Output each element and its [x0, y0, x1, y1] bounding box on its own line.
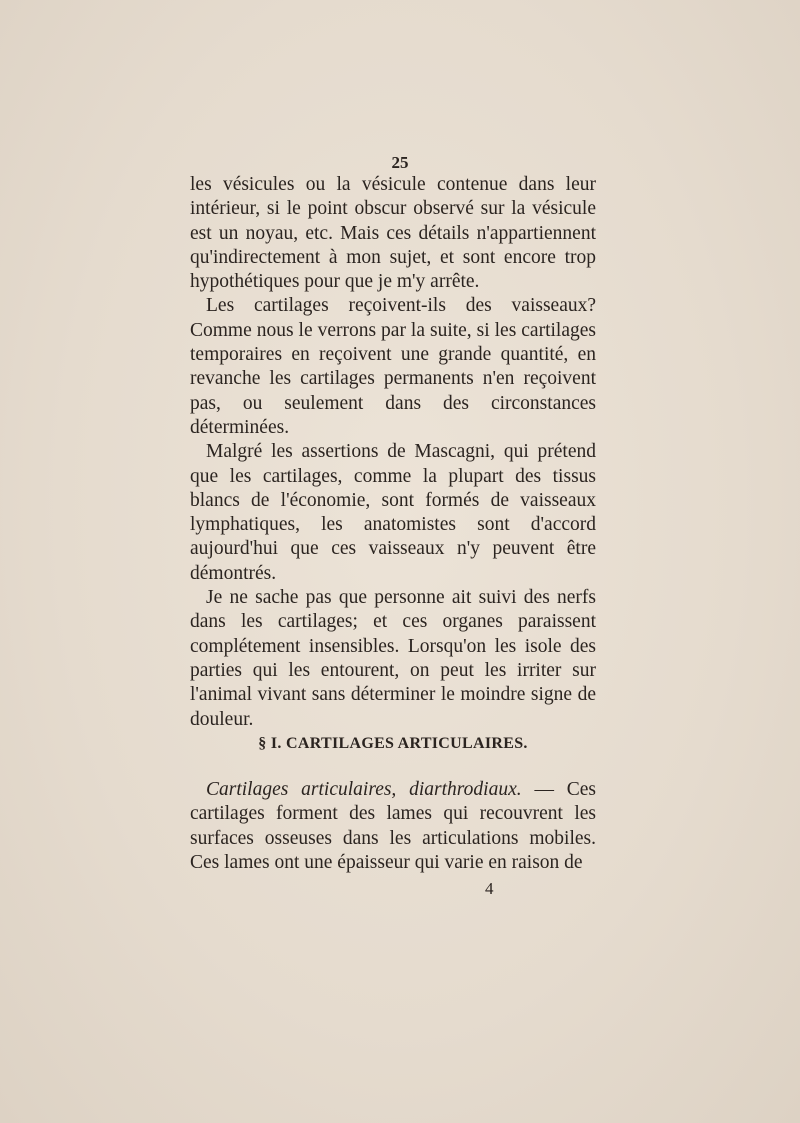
body-text: [190, 173, 596, 732]
signature-mark: 4: [485, 879, 494, 898]
page-number: 25: [391, 153, 409, 172]
section-heading: § I. CARTILAGES ARTICULAIRES.: [258, 735, 528, 752]
paragraph-vaisseaux: Les cartilages reçoivent-ils des vaisseaux? Comme nous le verrons par la suite, si les cartilages temporaires en reçoivent une grande quantité, en revanche les cartilages permanents n'en reçoivent pas, ou seulement dans des circonstances déterminées.: [190, 295, 596, 438]
section-lead-italic: Cartilages articulaires, diarthrodiaux.: [206, 779, 522, 800]
section-body: [190, 778, 596, 875]
paragraph-mascagni: Malgré les assertions de Mascagni, qui prétend que les cartilages, comme la plupart des tissus blancs de l'économie, sont formés de vaisseaux lymphatiques, les anatomistes sont d'accord aujourd'hui que ces vaisseaux n'y peuvent être démontrés.: [190, 441, 596, 584]
section-text: — Ces cartilages forment des lames qui recouvrent les surfaces osseuses dans les articulations mobiles. Ces lames ont une épaisseur qui varie en raison de: [190, 779, 597, 873]
paragraph-articulaires: [190, 778, 596, 875]
paragraph-nerfs: Je ne sache pas que personne ait suivi des nerfs dans les cartilages; et ces organes paraissent complétement insensibles. Lorsqu'on les isole des parties qui les entourent, on peut les irriter sur l'animal vivant sans déterminer le moindre signe de douleur.: [190, 587, 596, 730]
paragraph-vesicules: les vésicules ou la vésicule contenue dans leur intérieur, si le point obscur observé sur la vésicule est un noyau, etc. Mais ces détails n'appartiennent qu'indirectement à mon sujet, et sont encore trop hypothétiques pour que je m'y arrête.: [190, 174, 596, 293]
